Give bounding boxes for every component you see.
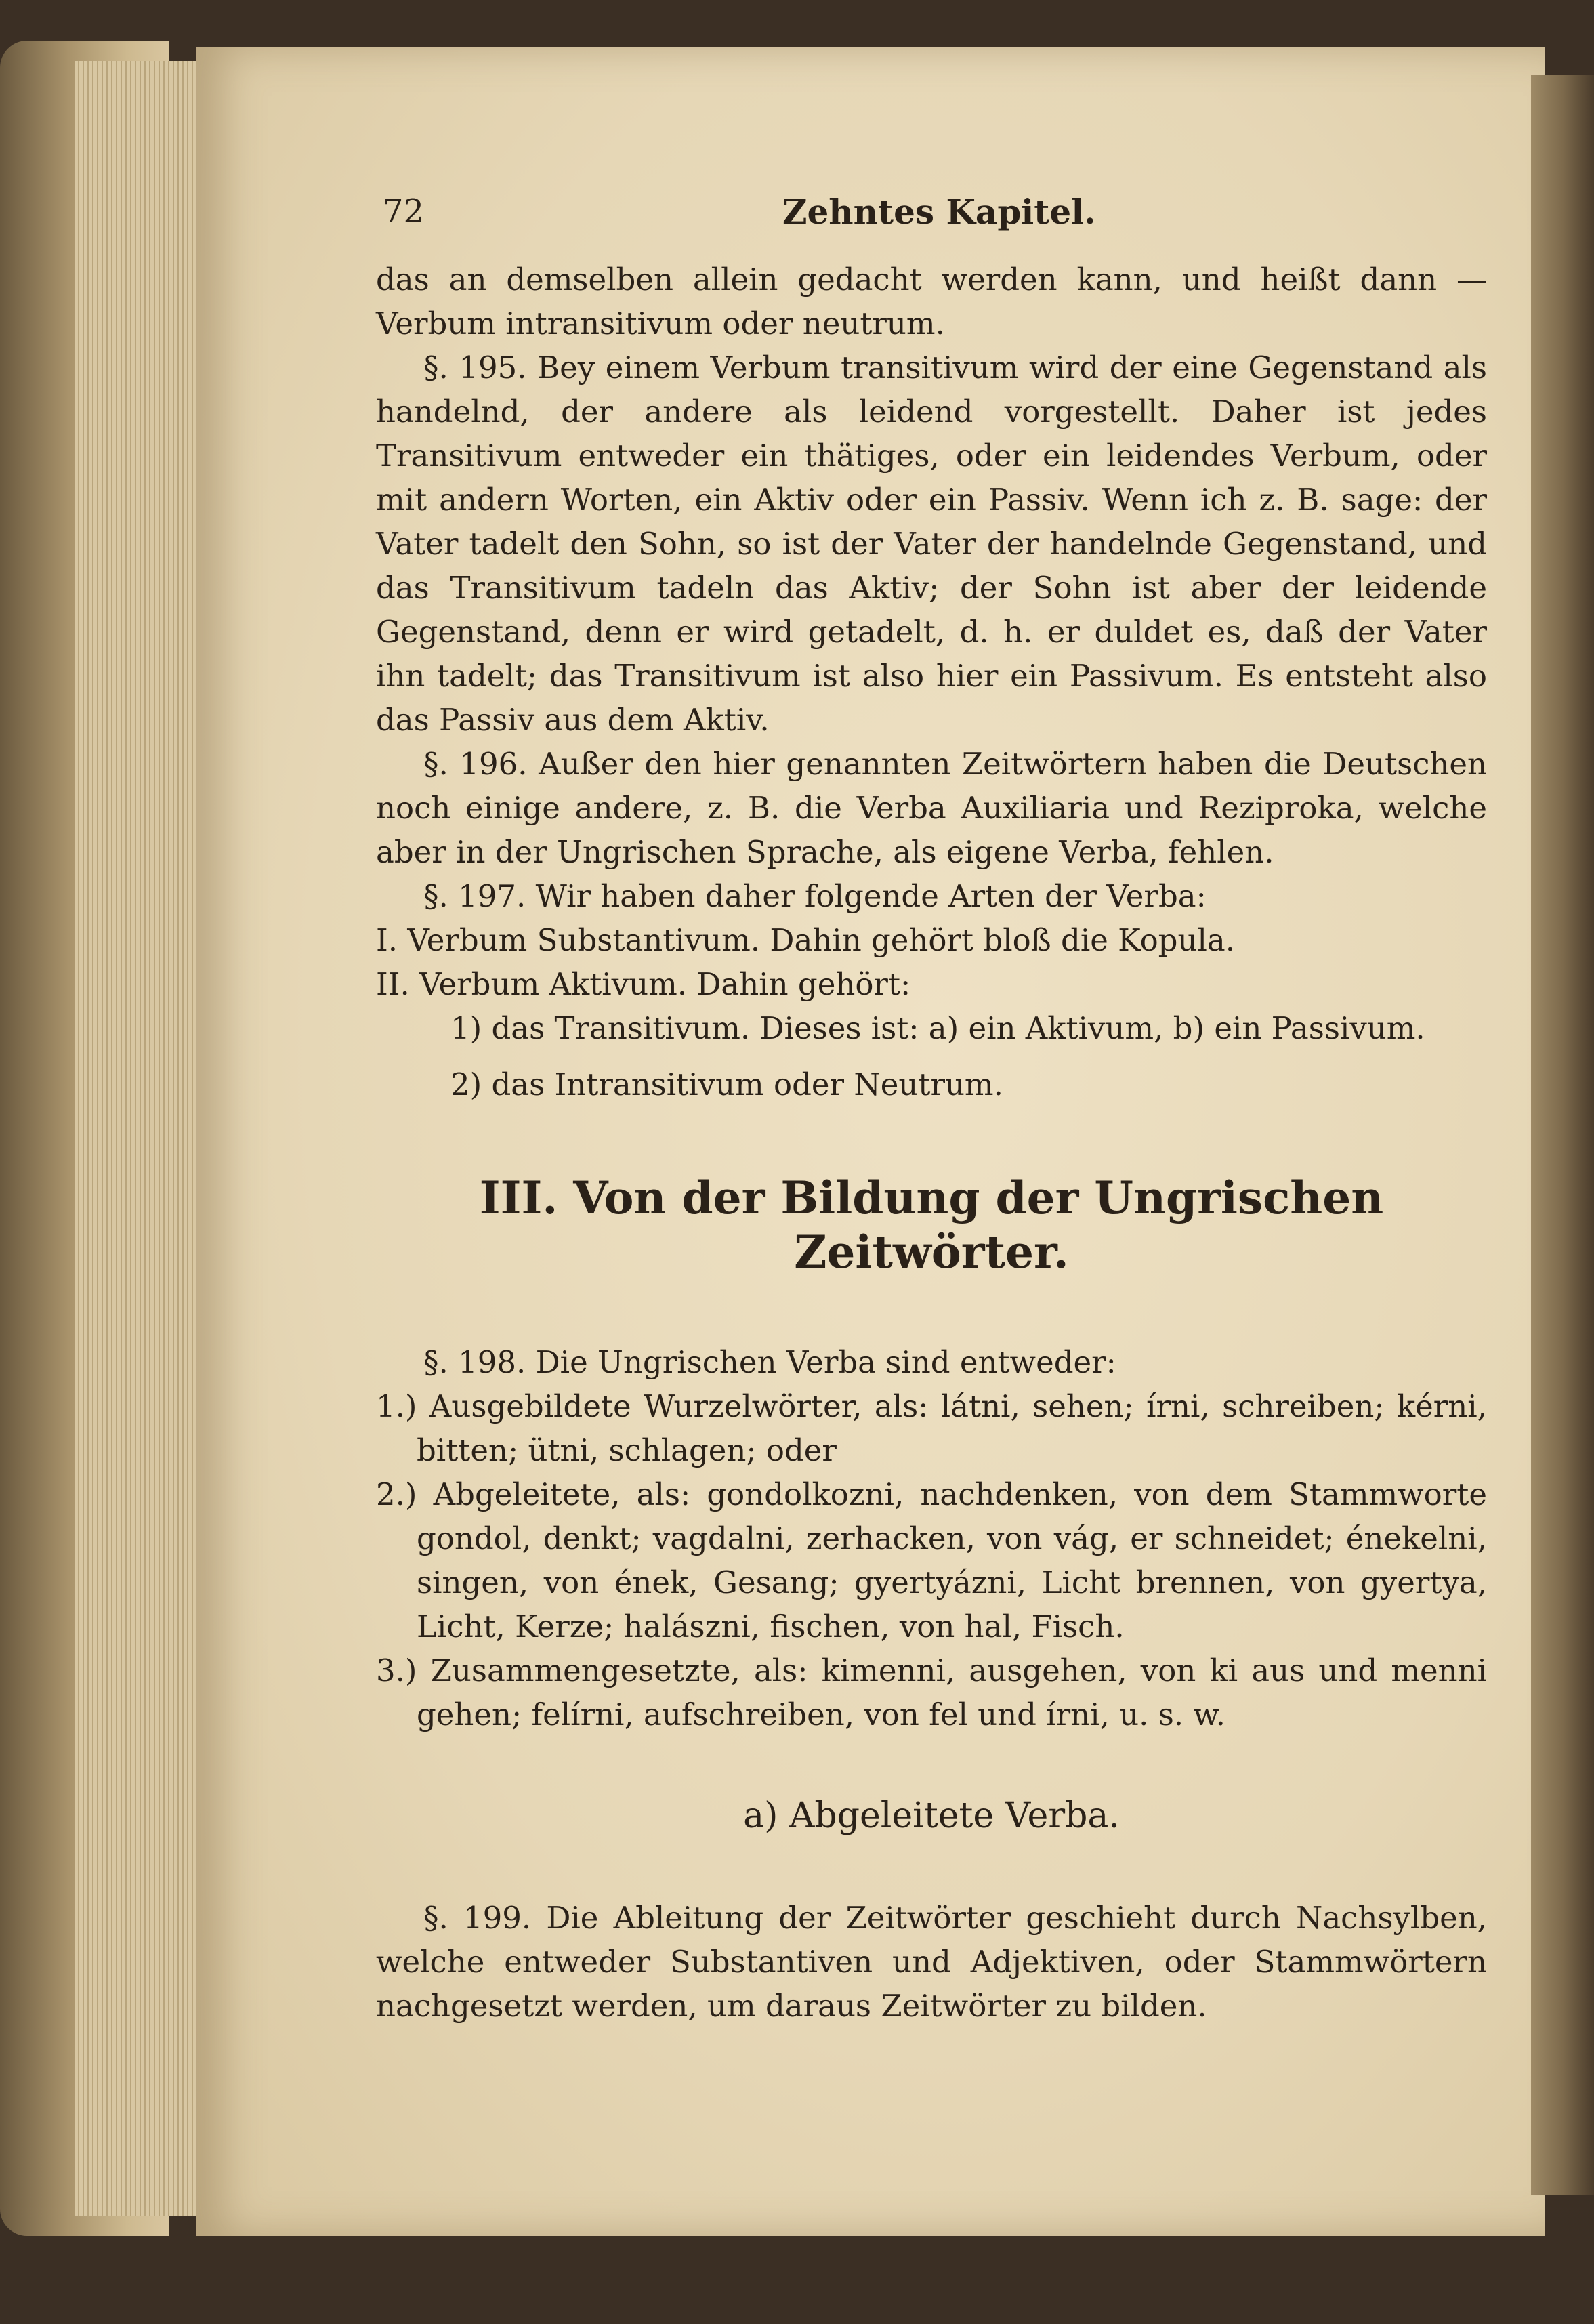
list-item-II-1: 1) das Transitivum. Dieses ist: a) ein Aktivum, b) ein Passivum. [450,1010,1425,1046]
page-stack [75,61,210,2216]
list-item-II: II. Verbum Aktivum. Dahin gehört: [376,966,911,1002]
list-item-I: I. Verbum Substantivum. Dahin gehört bloß die Kopula. [376,922,1235,958]
paragraph-intro: das an demselben allein gedacht werden kann, und heißt dann —Verbum intransitivum oder neutrum. [376,262,1487,341]
page-number: 72 [383,192,425,230]
paragraph-197: §. 197. Wir haben daher folgende Arten der Verba: [423,878,1207,914]
page-header [376,183,1487,237]
paragraph-199: §. 199. Die Ableitung der Zeitwörter geschieht durch Nachsylben, welche entweder Substantiven und Adjektiven, oder Stammwörtern nachgesetzt werden, um daraus Zeitwörter zu bilden. [376,1900,1487,2024]
sub-heading: a) Abgeleitete Verba. [743,1796,1120,1836]
paragraph-198: §. 198. Die Ungrischen Verba sind entweder: [423,1344,1116,1380]
paragraph-196: §. 196. Außer den hier genannten Zeitwörtern haben die Deutschen noch einige andere, z. B. die Verba Auxiliaria und Reziproka, welche aber in der Ungrischen Sprache, als eigene Verba, fehlen. [376,746,1487,870]
book-edge-right [1531,75,1594,2195]
running-title: Zehntes Kapitel. [782,192,1096,232]
list-item-1: 1.) Ausgebildete Wurzelwörter, als: látni, sehen; írni, schreiben; kérni, bitten; ütni, schlagen; oder [376,1388,1487,1468]
list-item-2: 2.) Abgeleitete, als: gondolkozni, nachdenken, von dem Stammworte gondol, denkt; vagdalni, zerhacken, von vág, er schneidet; énekelni, singen, von ének, Gesang; gyertyázni, Licht brennen, von gyertya, Licht, Kerze; halászni, fischen, von hal, Fisch. [376,1476,1487,1644]
page-content [376,183,1487,2028]
section-heading: III. Von der Bildung der Ungrischen Zeitwörter. [479,1171,1384,1279]
paragraph-195: §. 195. Bey einem Verbum transitivum wird der eine Gegenstand als handelnd, der andere als leidend vorgestellt. Daher ist jedes Transitivum entweder ein thätiges, oder ein leidendes Verbum, oder mit andern Worten, ein Aktiv oder ein Passiv. Wenn ich z. B. sage: der Vater tadelt den Sohn, so ist der Vater der handelnde Gegenstand, und das Transitivum tadeln das Aktiv; der Sohn ist aber der leidende Gegenstand, denn er wird getadelt, d. h. er duldet es, daß der Vater ihn tadelt; das Transitivum ist also hier ein Passivum. Es entsteht also das Passiv aus dem Aktiv. [376,350,1487,738]
list-item-II-2: 2) das Intransitivum oder Neutrum. [450,1066,1003,1102]
list-item-3: 3.) Zusammengesetzte, als: kimenni, ausgehen, von ki aus und menni gehen; felírni, aufschreiben, von fel und írni, u. s. w. [376,1653,1487,1732]
